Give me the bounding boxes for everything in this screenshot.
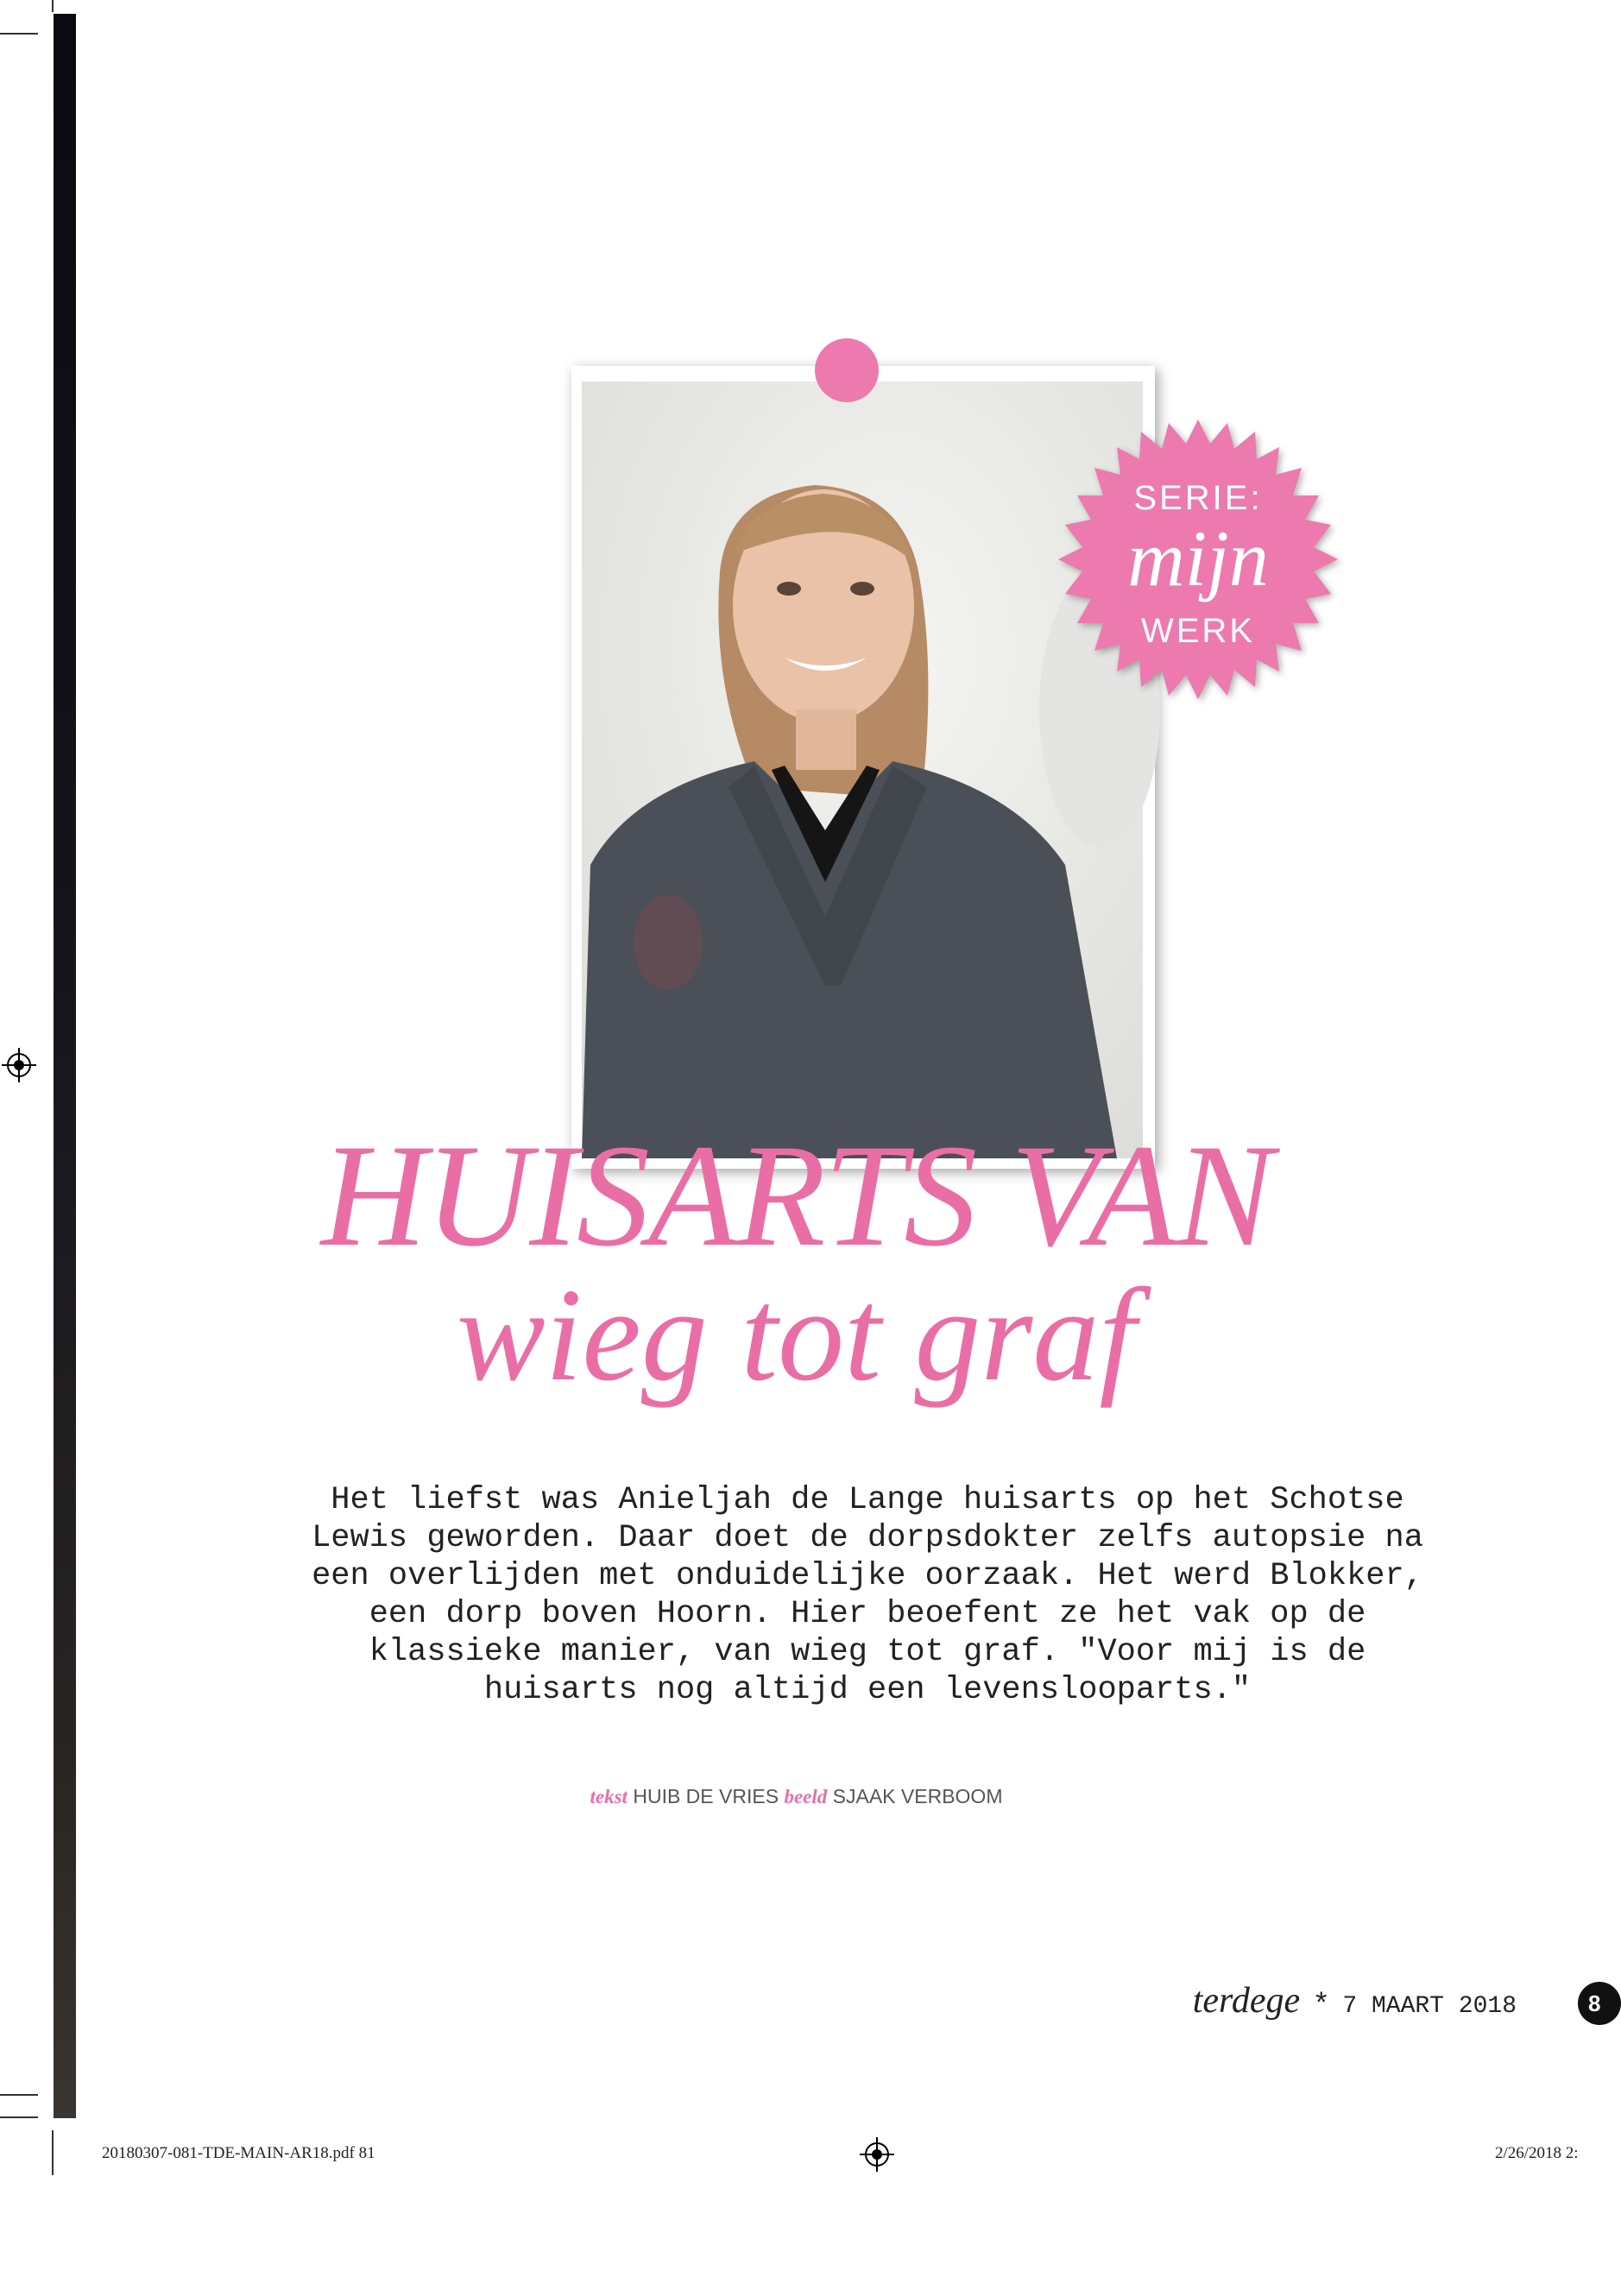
badge-line3: WERK	[1141, 612, 1255, 650]
page-footer	[1193, 1980, 1517, 2022]
series-badge	[1051, 413, 1345, 706]
magazine-brand: terdege	[1192, 1981, 1301, 2021]
headline-line1: HUISARTS VAN	[320, 1114, 1272, 1277]
headline-line2: wieg tot graf	[456, 1262, 1137, 1409]
credit-text-author: HUIB DE VRIES	[633, 1785, 779, 1807]
issue-date: 7 MAART 2018	[1342, 1993, 1517, 2020]
crop-mark	[52, 0, 54, 12]
registration-mark-icon	[865, 2142, 889, 2167]
credit-text-label: tekst	[590, 1786, 628, 1807]
crop-mark	[0, 2116, 38, 2118]
starburst-icon	[1051, 413, 1345, 706]
pin-icon	[815, 338, 879, 402]
footer-separator: *	[1315, 1986, 1328, 2019]
crop-mark	[52, 2130, 54, 2175]
credit-image-label: beeld	[784, 1786, 828, 1807]
badge-line2: mijn	[1127, 514, 1269, 602]
credit-image-author: SJAAK VERBOOM	[832, 1785, 1003, 1807]
badge-line1: SERIE:	[1133, 479, 1263, 517]
crop-mark	[0, 33, 38, 35]
page-number: 8	[1578, 1982, 1621, 2025]
slug-date: 2/26/2018 2:	[1495, 2144, 1579, 2162]
intro-paragraph: Het liefst was Anieljah de Lange huisarts op het Schotse Lewis geworden. Daar doet de dorpsdokter zelfs autopsie na een overlijden met onduidelijke oorzaak. Het werd Blokker, een dorp boven Hoorn. Hier beoefent ze het vak op de klassieke manier, van wieg tot graf. "Voor mij is de huisarts nog altijd een levenslooparts."	[312, 1482, 1423, 1708]
slug-filename: 20180307-081-TDE-MAIN-AR18.pdf 81	[102, 2144, 375, 2162]
credits-line	[0, 1785, 1593, 1808]
crop-mark	[0, 2094, 38, 2096]
registration-mark-icon	[7, 1053, 31, 1077]
